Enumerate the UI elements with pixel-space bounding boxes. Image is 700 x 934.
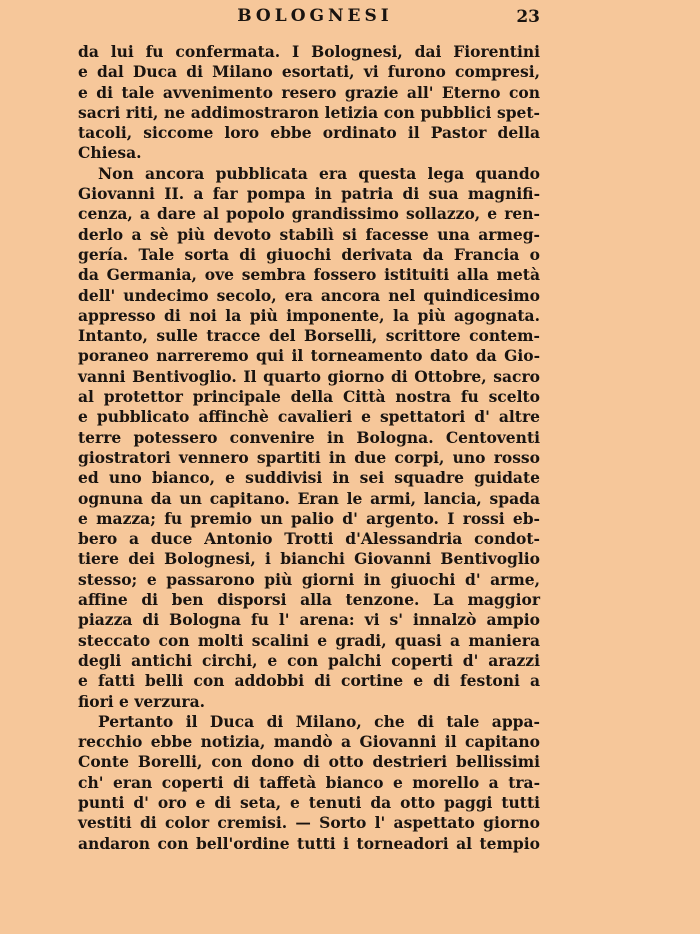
text-line: recchio ebbe notizia, mandò a Giovanni il capitano (78, 732, 540, 752)
text-line: tiere dei Bolognesi, i bianchi Giovanni Bentivoglio (78, 549, 540, 569)
text-line: da Germania, ove sembra fossero istituiti alla metà (78, 265, 540, 285)
text-line: dell' undecimo secolo, era ancora nel quindicesimo (78, 285, 540, 305)
text-line: al protettor principale della Città nostra fu scelto (78, 387, 540, 407)
text-line: cenza, a dare al popolo grandissimo sollazzo, e ren- (78, 204, 540, 224)
text-line: poraneo narreremo qui il torneamento dato da Gio- (78, 346, 540, 366)
text-line: steccato con molti scalini e gradi, quasi a maniera (78, 630, 540, 650)
text-line: ognuna da un capitano. Eran le armi, lancia, spada (78, 488, 540, 508)
text-line: giostratori vennero spartiti in due corpi, uno rosso (78, 447, 540, 467)
page-number: 23 (516, 7, 540, 27)
text-line: Pertanto il Duca di Milano, che di tale appa- (98, 711, 540, 731)
text-line: ch' eran coperti di taffetà bianco e morello a tra- (78, 772, 540, 792)
text-line: affine di ben disporsi alla tenzone. La maggior (78, 590, 540, 610)
text-line: e fatti belli con addobbi di cortine e di festoni a (78, 671, 540, 691)
text-line: e dal Duca di Milano esortati, vi furono compresi, (78, 62, 540, 82)
text-line: e mazza; fu premio un palio d' argento. I rossi eb- (78, 508, 540, 528)
text-line: Non ancora pubblicata era questa lega quando (98, 163, 540, 183)
text-line: Chiesa. (78, 143, 142, 163)
text-line: vanni Bentivoglio. Il quarto giorno di Ottobre, sacro (78, 366, 540, 386)
text-line: e pubblicato affinchè cavalieri e spettatori d' altre (78, 407, 540, 427)
text-line: punti d' oro e di seta, e tenuti da otto paggi tutti (78, 792, 540, 812)
text-line: gería. Tale sorta di giuochi derivata da Francia o (78, 244, 540, 264)
text-line: degli antichi circhi, e con palchi coperti d' arazzi (78, 650, 540, 670)
text-line: ed uno bianco, e suddivisi in sei squadre guidate (78, 468, 540, 488)
text-line: e di tale avvenimento resero grazie all' Eterno con (78, 82, 540, 102)
page-header (0, 6, 700, 32)
text-line: derlo a sè più devoto stabilì si facesse una armeg- (78, 224, 540, 244)
text-line: da lui fu confermata. I Bolognesi, dai Fiorentini (78, 42, 540, 61)
text-line: stesso; e passarono più giorni in giuochi d' arme, (78, 569, 540, 589)
body-text (78, 42, 540, 854)
text-line: sacri riti, ne addimostraron letizia con pubblici spet- (78, 102, 540, 122)
text-line: bero a duce Antonio Trotti d'Alessandria condot- (78, 529, 540, 549)
text-line: tacoli, siccome loro ebbe ordinato il Pastor della (78, 123, 540, 143)
text-line: Giovanni II. a far pompa in patria di sua magnifi- (78, 184, 540, 204)
text-line: Intanto, sulle tracce del Borselli, scrittore contem- (78, 326, 540, 346)
text-line: vestiti di color cremisi. — Sorto l' aspettato giorno (78, 813, 540, 833)
text-line: andaron con bell'ordine tutti i torneadori al tempio (78, 833, 540, 853)
running-head: BOLOGNESI (237, 6, 393, 26)
text-line: piazza di Bologna fu l' arena: vi s' innalzò ampio (78, 610, 540, 630)
text-line: Conte Borelli, con dono di otto destrieri bellissimi (78, 752, 540, 772)
text-line: terre potessero convenire in Bologna. Centoventi (78, 427, 540, 447)
text-line: fiori e verzura. (78, 691, 206, 711)
text-line: appresso di noi la più imponente, la più agognata. (78, 305, 540, 325)
